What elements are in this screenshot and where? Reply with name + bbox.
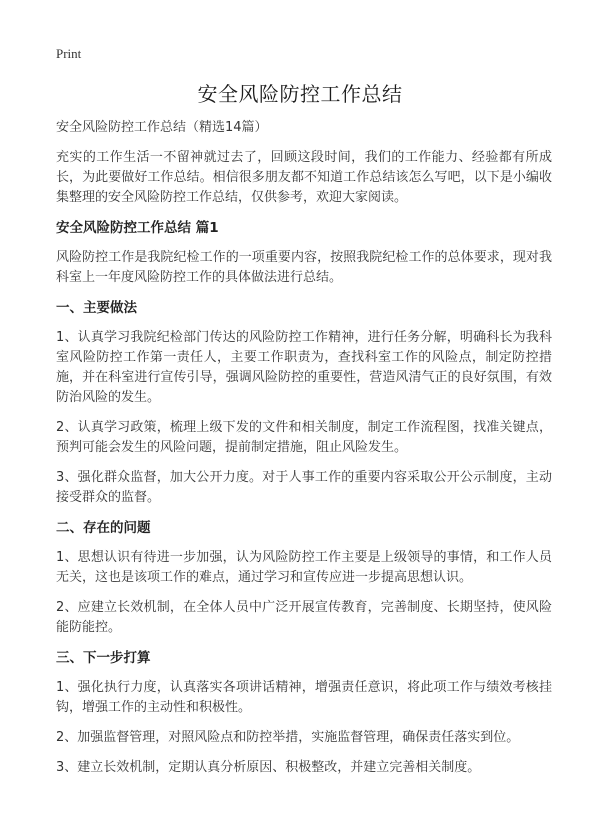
section-item: 1、强化执行力度，认真落实各项讲话精神，增强责任意识，将此项工作与绩效考核挂钩，增强工作的主动性和积极性。	[56, 680, 552, 715]
article-intro-paragraph: 风险防控工作是我院纪检工作的一项重要内容，按照我院纪检工作的总体要求，现对我科室上一年度风险防控工作的具体做法进行总结。	[56, 250, 552, 285]
section-item: 3、建立长效机制，定期认真分析原因、积极整改，并建立完善相关制度。	[56, 760, 481, 775]
print-link[interactable]: Print	[56, 46, 82, 61]
section-item: 2、应建立长效机制，在全体人员中广泛开展宣传教育，完善制度、长期坚持，使风险能防能控。	[56, 600, 552, 635]
section-heading: 三、下一步打算	[56, 650, 151, 666]
page-title: 安全风险防控工作总结	[197, 82, 403, 106]
section-heading: 一、主要做法	[56, 300, 137, 316]
section-item: 3、强化群众监督，加大公开力度。对于人事工作的重要内容采取公开公示制度，主动接受群众的监督。	[56, 470, 552, 505]
document-body	[56, 118, 552, 788]
section-item: 1、思想认识有待进一步加强，认为风险防控工作主要是上级领导的事情，和工作人员无关，这也是该项工作的难点，通过学习和宣传应进一步提高思想认识。	[56, 550, 552, 585]
article-heading: 安全风险防控工作总结 篇1	[56, 220, 219, 236]
section-heading: 二、存在的问题	[56, 520, 151, 536]
section-item: 2、认真学习政策，梳理上级下发的文件和相关制度，制定工作流程图，找准关键点，预判可能会发生的风险问题，提前制定措施，阻止风险发生。	[56, 420, 552, 455]
section-item: 2、加强监督管理，对照风险点和防控举措，实施监督管理，确保责任落实到位。	[56, 730, 520, 745]
intro-paragraph: 充实的工作生活一不留神就过去了，回顾这段时间，我们的工作能力、经验都有所成长，为此要做好工作总结。相信很多朋友都不知道工作总结该怎么写吧，以下是小编收集整理的安全风险防控工作总结，仅供参考，欢迎大家阅读。	[56, 150, 552, 205]
document-subtitle: 安全风险防控工作总结（精选14篇）	[56, 120, 268, 135]
section-item: 1、认真学习我院纪检部门传达的风险防控工作精神，进行任务分解，明确科长为我科室风险防控工作第一责任人，主要工作职责为，查找科室工作的风险点，制定防控措施，并在科室进行宣传引导，强调风险防控的重要性，营造风清气正的良好氛围，有效防治风险的发生。	[56, 330, 552, 405]
